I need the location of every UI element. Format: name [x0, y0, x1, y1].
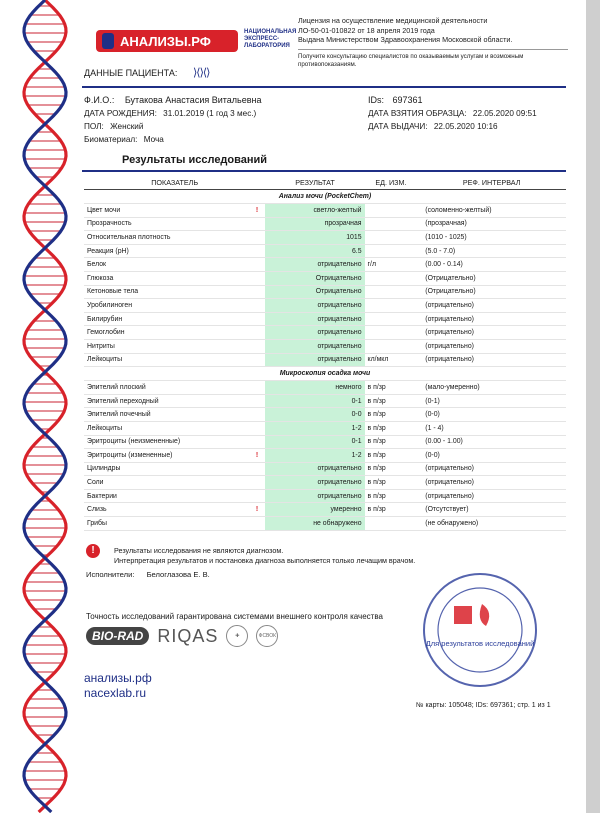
reference-interval: (Отрицательно)	[417, 271, 566, 285]
table-row	[84, 271, 566, 285]
table-row	[84, 381, 566, 395]
indicator-name: Соли	[84, 476, 249, 490]
reference-interval: (0-1)	[417, 394, 566, 408]
section-header-row	[84, 367, 566, 381]
ids-label: IDs:	[368, 95, 385, 105]
disclaimer	[114, 546, 415, 565]
flag-mark	[249, 217, 266, 231]
result-value: 1-2	[265, 449, 364, 463]
table-row	[84, 204, 566, 218]
indicator-name: Относительная плотность	[84, 231, 249, 245]
table-row	[84, 285, 566, 299]
material-value: Моча	[143, 135, 164, 144]
license-line-3: Выдана Министерством Здравоохранения Московской области.	[298, 35, 513, 44]
reference-interval: (не обнаружено)	[417, 517, 566, 531]
section-header-row	[84, 190, 566, 204]
license-note: Получите консультацию специалистов по оказываемым услугам и возможным противопоказаниям.	[298, 49, 568, 69]
unit-value	[365, 326, 418, 340]
unit-value: в п/зр	[365, 408, 418, 422]
disclaimer-line-1: Результаты исследования не являются диагнозом.	[114, 546, 284, 555]
result-value: 1-2	[265, 421, 364, 435]
indicator-name: Эритроциты (неизмененные)	[84, 435, 249, 449]
seal-logo: ✚	[226, 625, 248, 647]
reference-interval: (0.00 - 1.00)	[417, 435, 566, 449]
result-value: отрицательно	[265, 326, 364, 340]
sex-value: Женский	[110, 122, 144, 131]
reference-interval: (Отсутствует)	[417, 503, 566, 517]
section-title: Анализ мочи (PocketChem)	[84, 190, 566, 204]
table-row	[84, 312, 566, 326]
reference-interval: (1 - 4)	[417, 421, 566, 435]
indicator-name: Гемоглобин	[84, 326, 249, 340]
reference-interval: (0-0)	[417, 408, 566, 422]
table-row	[84, 462, 566, 476]
reference-interval: (0-0)	[417, 449, 566, 463]
flag-mark: !	[249, 204, 266, 218]
flag-mark	[249, 435, 266, 449]
indicator-name: Реакция (pH)	[84, 244, 249, 258]
unit-value	[365, 312, 418, 326]
unit-value	[365, 517, 418, 531]
result-value: 1015	[265, 231, 364, 245]
reference-interval: (соломенно-желтый)	[417, 204, 566, 218]
flag-mark	[249, 312, 266, 326]
unit-value: в п/зр	[365, 476, 418, 490]
unit-value: в п/зр	[365, 381, 418, 395]
flag-mark: !	[249, 449, 266, 463]
sample-date-label: ДАТА ВЗЯТИЯ ОБРАЗЦА:	[368, 109, 467, 118]
table-row	[84, 489, 566, 503]
warning-icon: !	[86, 544, 100, 558]
indicator-name: Белок	[84, 258, 249, 272]
table-row	[84, 258, 566, 272]
flag-mark	[249, 244, 266, 258]
indicator-name: Прозрачность	[84, 217, 249, 231]
flag-mark: !	[249, 503, 266, 517]
header-unit: ЕД. ИЗМ.	[365, 176, 418, 190]
reference-interval: (отрицательно)	[417, 489, 566, 503]
flag-mark	[249, 258, 266, 272]
issue-date-label: ДАТА ВЫДАЧИ:	[368, 122, 428, 131]
result-value: отрицательно	[265, 462, 364, 476]
biorad-logo: BIO-RAD	[86, 627, 149, 645]
unit-value: г/л	[365, 258, 418, 272]
unit-value: в п/зр	[365, 489, 418, 503]
result-value: Отрицательно	[265, 271, 364, 285]
divider-top	[82, 86, 566, 88]
reference-interval: (мало-умеренно)	[417, 381, 566, 395]
executor-row	[86, 570, 210, 579]
stamp-text: Для результатов исследований	[425, 639, 535, 648]
unit-value	[365, 244, 418, 258]
reference-interval: (прозрачная)	[417, 217, 566, 231]
table-row	[84, 449, 566, 463]
ids-row	[368, 95, 423, 105]
indicator-name: Лейкоциты	[84, 353, 249, 367]
reference-interval: (отрицательно)	[417, 312, 566, 326]
quality-logos	[86, 624, 278, 648]
divider-results	[82, 170, 566, 172]
unit-value	[365, 339, 418, 353]
flag-mark	[249, 462, 266, 476]
test-tube-icon	[102, 33, 114, 49]
results-header-row	[84, 176, 566, 190]
dob-value: 31.01.2019 (1 год 3 мес.)	[163, 109, 257, 118]
reference-interval: (отрицательно)	[417, 353, 566, 367]
flag-mark	[249, 353, 266, 367]
brand-subtitle: НАЦИОНАЛЬНАЯ ЭКСПРЕСС-ЛАБОРАТОРИЯ	[244, 29, 297, 49]
unit-value: в п/зр	[365, 462, 418, 476]
indicator-name: Грибы	[84, 517, 249, 531]
riqas-logo: RIQAS	[157, 625, 219, 646]
indicator-name: Лейкоциты	[84, 421, 249, 435]
ids-value: 697361	[392, 95, 423, 105]
flag-mark	[249, 408, 266, 422]
unit-value	[365, 285, 418, 299]
unit-value	[365, 271, 418, 285]
flag-mark	[249, 394, 266, 408]
websites	[84, 671, 152, 701]
table-row	[84, 408, 566, 422]
unit-value	[365, 299, 418, 313]
page-edge	[586, 0, 600, 813]
reference-interval: (1010 - 1025)	[417, 231, 566, 245]
table-row	[84, 421, 566, 435]
unit-value: в п/зр	[365, 449, 418, 463]
indicator-name: Эпителий плоский	[84, 381, 249, 395]
table-row	[84, 353, 566, 367]
flag-mark	[249, 517, 266, 531]
flag-mark	[249, 271, 266, 285]
dob-label: ДАТА РОЖДЕНИЯ:	[84, 109, 157, 118]
table-row	[84, 299, 566, 313]
header-result: РЕЗУЛЬТАТ	[265, 176, 364, 190]
result-value: отрицательно	[265, 353, 364, 367]
executor-label: Исполнители:	[86, 570, 135, 579]
result-value: отрицательно	[265, 339, 364, 353]
flag-mark	[249, 326, 266, 340]
unit-value: в п/зр	[365, 503, 418, 517]
executor-name: Белоглазова Е. В.	[146, 570, 210, 579]
indicator-name: Цилиндры	[84, 462, 249, 476]
reference-interval: (отрицательно)	[417, 326, 566, 340]
flag-mark	[249, 476, 266, 490]
unit-value	[365, 204, 418, 218]
header-indicator: ПОКАЗАТЕЛЬ	[84, 176, 265, 190]
indicator-name: Эпителий почечный	[84, 408, 249, 422]
sex-label: ПОЛ:	[84, 122, 104, 131]
issue-date-row	[368, 122, 498, 132]
reference-interval: (отрицательно)	[417, 299, 566, 313]
quality-text: Точность исследований гарантирована системами внешнего контроля качества	[86, 612, 383, 621]
dna-helix-decoration	[0, 0, 80, 813]
license-line-1: Лицензия на осуществление медицинской деятельности	[298, 16, 488, 25]
footer-text: № карты: 105048; IDs: 697361; стр. 1 из 1	[416, 702, 551, 709]
patient-dob-row	[84, 109, 256, 119]
fio-label: Ф.И.О.:	[84, 95, 115, 105]
indicator-name: Цвет мочи	[84, 204, 249, 218]
brand-logo	[96, 30, 238, 52]
reference-interval: (отрицательно)	[417, 476, 566, 490]
result-value: отрицательно	[265, 489, 364, 503]
table-row	[84, 394, 566, 408]
unit-value: кл/мкл	[365, 353, 418, 367]
table-row	[84, 217, 566, 231]
table-row	[84, 339, 566, 353]
result-value: прозрачная	[265, 217, 364, 231]
fio-value: Бутакова Анастасия Витальевна	[124, 95, 262, 105]
flag-mark	[249, 299, 266, 313]
flag-mark	[249, 231, 266, 245]
result-value: 6.5	[265, 244, 364, 258]
unit-value	[365, 217, 418, 231]
flag-mark	[249, 489, 266, 503]
reference-interval: (Отрицательно)	[417, 285, 566, 299]
table-row	[84, 435, 566, 449]
unit-value: в п/зр	[365, 394, 418, 408]
indicator-name: Эритроциты (измененные)	[84, 449, 249, 463]
issue-date-value: 22.05.2020 10:16	[433, 122, 498, 131]
indicator-name: Билирубин	[84, 312, 249, 326]
result-value: отрицательно	[265, 299, 364, 313]
website-2[interactable]: nacexlab.ru	[84, 686, 147, 700]
unit-value	[365, 231, 418, 245]
result-value: немного	[265, 381, 364, 395]
result-value: не обнаружено	[265, 517, 364, 531]
flag-mark	[249, 285, 266, 299]
fsvok-logo: ФСВОК	[256, 625, 278, 647]
reference-interval: (5.0 - 7.0)	[417, 244, 566, 258]
patient-fio-row	[84, 95, 261, 105]
result-value: светло-желтый	[265, 204, 364, 218]
patient-section-label: ДАННЫЕ ПАЦИЕНТА:	[84, 68, 178, 78]
disclaimer-line-2: Интерпретация результатов и постановка диагноза выполняется только лечащим врачом.	[114, 555, 416, 565]
indicator-name: Слизь	[84, 503, 249, 517]
results-title: Результаты исследований	[122, 154, 268, 166]
sample-date-row	[368, 109, 537, 119]
patient-material-row	[84, 135, 164, 145]
table-row	[84, 517, 566, 531]
reference-interval: (0.00 - 0.14)	[417, 258, 566, 272]
table-row	[84, 476, 566, 490]
result-value: 0-0	[265, 408, 364, 422]
website-1[interactable]: анализы.рф	[84, 671, 152, 685]
license-block	[298, 16, 568, 69]
result-value: Отрицательно	[265, 285, 364, 299]
table-row	[84, 326, 566, 340]
material-label: Биоматериал:	[84, 135, 138, 144]
reference-interval: (отрицательно)	[417, 462, 566, 476]
flag-mark	[249, 421, 266, 435]
results-table	[84, 176, 566, 531]
result-value: отрицательно	[265, 312, 364, 326]
result-value: умеренно	[265, 503, 364, 517]
header-ref: РЕФ. ИНТЕРВАЛ	[417, 176, 566, 190]
indicator-name: Нитриты	[84, 339, 249, 353]
unit-value: в п/зр	[365, 421, 418, 435]
indicator-name: Бактерии	[84, 489, 249, 503]
section-title: Микроскопия осадка мочи	[84, 367, 566, 381]
table-row	[84, 231, 566, 245]
indicator-name: Эпителий переходный	[84, 394, 249, 408]
patient-sex-row	[84, 122, 143, 132]
result-value: 0-1	[265, 394, 364, 408]
lab-stamp	[420, 570, 540, 690]
license-line-2: ЛО-50-01-010822 от 18 апреля 2019 года	[298, 25, 435, 35]
indicator-name: Уробилиноген	[84, 299, 249, 313]
result-value: 0-1	[265, 435, 364, 449]
unit-value: в п/зр	[365, 435, 418, 449]
indicator-name: Глюкоза	[84, 271, 249, 285]
indicator-name: Кетоновые тела	[84, 285, 249, 299]
table-row	[84, 503, 566, 517]
dna-icon: ⟩⟨⟩⟨⟩	[193, 67, 210, 79]
reference-interval: (отрицательно)	[417, 339, 566, 353]
brand-name: АНАЛИЗЫ.РФ	[120, 33, 211, 49]
sample-date-value: 22.05.2020 09:51	[472, 109, 537, 118]
flag-mark	[249, 339, 266, 353]
result-value: отрицательно	[265, 258, 364, 272]
flag-mark	[249, 381, 266, 395]
result-value: отрицательно	[265, 476, 364, 490]
table-row	[84, 244, 566, 258]
